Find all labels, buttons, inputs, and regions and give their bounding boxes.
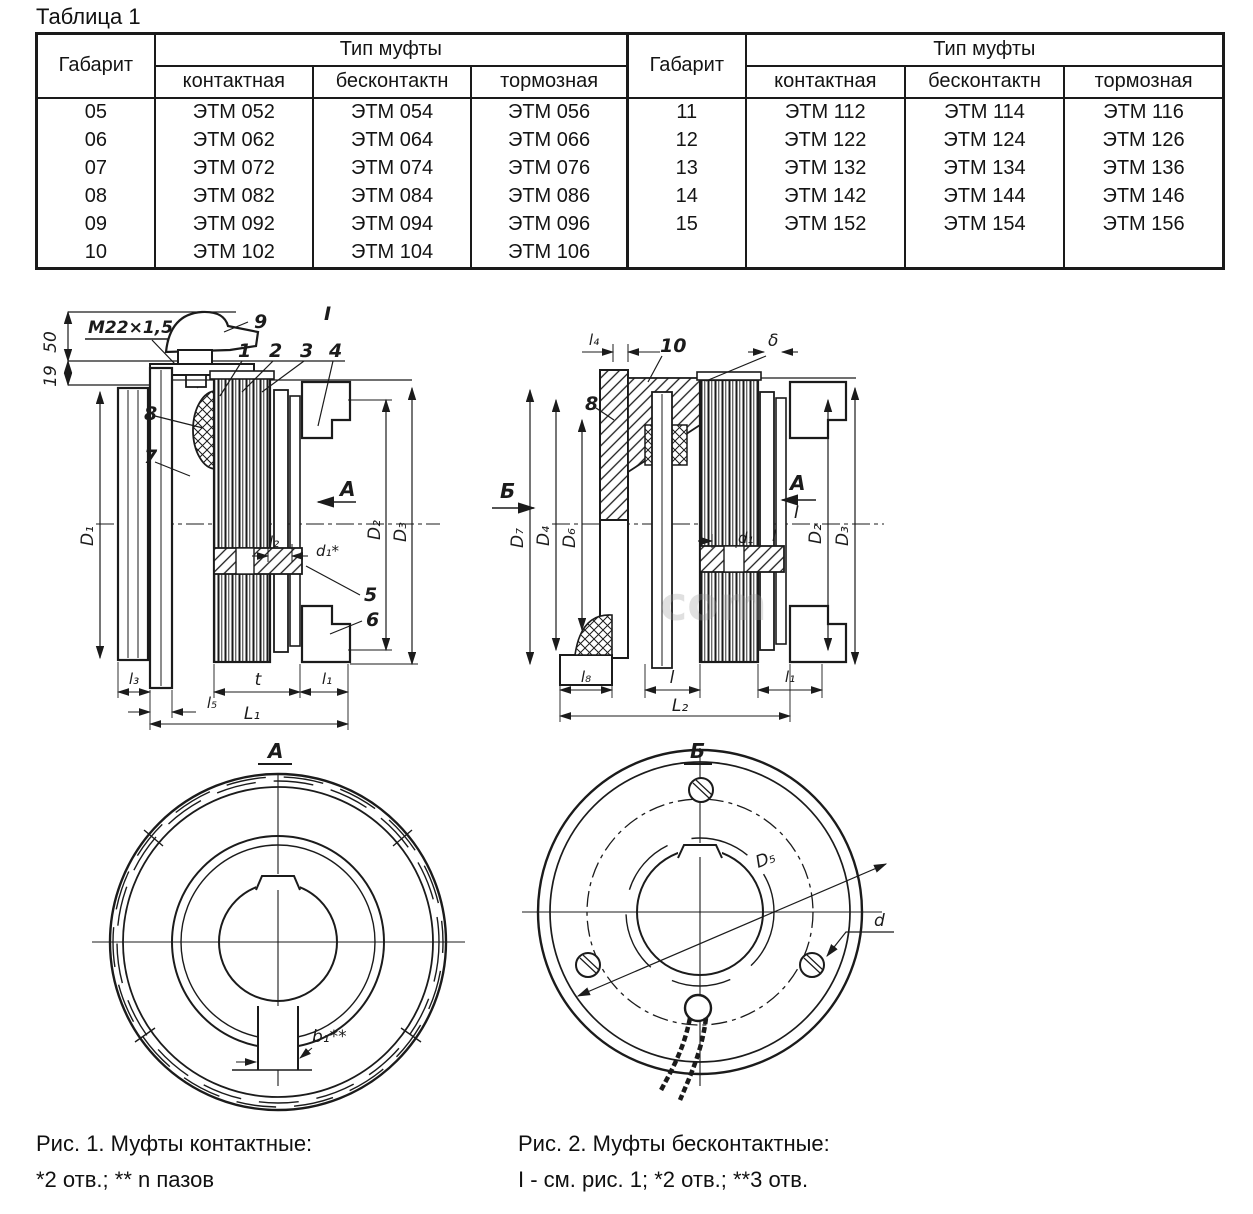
cell-model: ЭТМ 124 xyxy=(905,127,1064,155)
dim-D5: D₅ xyxy=(752,847,779,873)
cell-model: ЭТМ 144 xyxy=(905,183,1064,211)
cell-model: ЭТМ 074 xyxy=(313,155,471,183)
header-tormoznaya-left: тормозная xyxy=(471,66,627,98)
cell-model: ЭТМ 082 xyxy=(155,183,313,211)
dim-D6: D₆ xyxy=(560,528,580,548)
cell-model: ЭТМ 106 xyxy=(471,239,627,269)
dim-l1: l₁ xyxy=(321,670,333,688)
cell-model: ЭТМ 126 xyxy=(1064,127,1223,155)
view-B-title: Б xyxy=(690,739,706,763)
fig1-armature xyxy=(274,390,300,652)
cell-model: ЭТМ 096 xyxy=(471,211,627,239)
cell-model: ЭТМ 052 xyxy=(155,98,313,127)
dim-D2-fig2: D₂ xyxy=(806,524,826,544)
cell-model: ЭТМ 054 xyxy=(313,98,471,127)
fig1-cross-section xyxy=(41,303,440,730)
dim-l2: l₂ xyxy=(268,533,280,551)
dim-l1-fig2: l₁ xyxy=(784,668,796,686)
callout-6: 6 xyxy=(366,609,380,631)
dim-l-mid: l xyxy=(772,527,777,545)
dim-l3: l₃ xyxy=(128,670,140,688)
callout-3: 3 xyxy=(300,340,314,362)
cell-model: ЭТМ 134 xyxy=(905,155,1064,183)
cell-model: ЭТМ 076 xyxy=(471,155,627,183)
dim-l-bottom: l xyxy=(669,668,675,688)
header-beskontaktn-left: бесконтактн xyxy=(313,66,471,98)
section-view-A xyxy=(92,739,465,1110)
header-tormoznaya-right: тормозная xyxy=(1064,66,1223,98)
cell-gabarit: 12 xyxy=(627,127,745,155)
detail-I-fig2: I xyxy=(794,503,800,523)
cell-model: ЭТМ 156 xyxy=(1064,211,1223,239)
watermark: com xyxy=(660,577,767,631)
dim-t: t xyxy=(254,670,262,690)
detail-I-mark: I xyxy=(324,303,332,325)
header-kontaktnaya-right: контактная xyxy=(746,66,905,98)
cell-gabarit: 06 xyxy=(37,127,155,155)
dim-b1: b₁** xyxy=(312,1027,347,1047)
cell-model: ЭТМ 154 xyxy=(905,211,1064,239)
cell-gabarit: 11 xyxy=(627,98,745,127)
header-kontaktnaya-left: контактная xyxy=(155,66,313,98)
dim-D3-fig2: D₃ xyxy=(833,526,853,546)
caption-fig1-line2: *2 отв.; ** n пазов xyxy=(36,1167,215,1192)
cell-model: ЭТМ 104 xyxy=(313,239,471,269)
section-arrow-A: А xyxy=(340,477,356,501)
callout-9: 9 xyxy=(254,311,268,333)
cell-model: ЭТМ 112 xyxy=(746,98,905,127)
table-row xyxy=(37,239,1224,269)
cell-gabarit: 07 xyxy=(37,155,155,183)
callout-10: 10 xyxy=(660,335,687,357)
callout-1: 1 xyxy=(238,340,252,362)
fig2-cross-section xyxy=(492,331,884,722)
cell-model: ЭТМ 064 xyxy=(313,127,471,155)
cell-empty xyxy=(627,239,745,269)
thread-label-m22: М22×1,5 xyxy=(88,318,173,338)
callout-7: 7 xyxy=(144,446,158,468)
cell-model: ЭТМ 116 xyxy=(1064,98,1223,127)
cell-model: ЭТМ 056 xyxy=(471,98,627,127)
cell-model: ЭТМ 152 xyxy=(746,211,905,239)
dim-L2: L₂ xyxy=(671,696,689,716)
cell-model: ЭТМ 122 xyxy=(746,127,905,155)
dim-D4: D₄ xyxy=(534,526,554,546)
table-row xyxy=(37,155,1224,183)
dim-D2: D₂ xyxy=(365,520,385,540)
dim-l4: l₄ xyxy=(588,331,600,349)
callout-8-fig2: 8 xyxy=(585,393,599,415)
table-row xyxy=(37,98,1224,127)
caption-fig2-line1: Рис. 2. Муфты бесконтактные: xyxy=(518,1131,830,1156)
fig1-outer-sleeve xyxy=(302,382,350,662)
table-row xyxy=(37,211,1224,239)
caption-fig1 xyxy=(36,1126,312,1198)
table-caption: Таблица 1 xyxy=(36,4,141,29)
section-arrow-B-label: Б xyxy=(500,479,516,503)
cell-model: ЭТМ 094 xyxy=(313,211,471,239)
cell-model: ЭТМ 062 xyxy=(155,127,313,155)
callout-2: 2 xyxy=(269,340,283,362)
dim-d1-fig2: d₁ xyxy=(738,529,754,547)
cell-empty xyxy=(1064,239,1223,269)
cell-gabarit: 15 xyxy=(627,211,745,239)
dim-d: d xyxy=(874,911,885,931)
dim-delta: δ xyxy=(768,331,779,351)
caption-fig2 xyxy=(518,1126,830,1198)
dim-label-19: 19 xyxy=(41,365,61,387)
cell-model: ЭТМ 136 xyxy=(1064,155,1223,183)
cell-gabarit: 08 xyxy=(37,183,155,211)
table-row xyxy=(37,127,1224,155)
cell-empty xyxy=(905,239,1064,269)
table-row xyxy=(37,183,1224,211)
callout-8: 8 xyxy=(144,403,158,425)
dim-D3: D₃ xyxy=(391,522,411,542)
cell-model: ЭТМ 114 xyxy=(905,98,1064,127)
caption-fig2-line2: I - см. рис. 1; *2 отв.; **3 отв. xyxy=(518,1167,809,1192)
fig1-disc-pack xyxy=(214,378,270,662)
technical-drawings xyxy=(0,280,1253,1130)
dim-D1: D₁ xyxy=(78,526,98,546)
cell-gabarit: 05 xyxy=(37,98,155,127)
dim-l5: l₅ xyxy=(206,694,218,712)
callout-5: 5 xyxy=(364,584,378,606)
header-tip-mufty-left: Тип муфты xyxy=(155,34,628,66)
section-view-B xyxy=(522,739,894,1100)
header-beskontaktn-right: бесконтактн xyxy=(905,66,1064,98)
fig2-flange xyxy=(560,370,700,685)
cell-model: ЭТМ 146 xyxy=(1064,183,1223,211)
header-gabarit-right: Габарит xyxy=(627,34,745,98)
cell-empty xyxy=(746,239,905,269)
dim-l8: l₈ xyxy=(580,668,592,686)
header-tip-mufty-right: Тип муфты xyxy=(746,34,1224,66)
view-A-title: А xyxy=(268,739,284,763)
fig1-hub xyxy=(214,548,302,574)
cell-model: ЭТМ 102 xyxy=(155,239,313,269)
caption-fig1-line1: Рис. 1. Муфты контактные: xyxy=(36,1131,313,1156)
etm-couplings-table xyxy=(35,32,1225,270)
cell-model: ЭТМ 086 xyxy=(471,183,627,211)
cell-model: ЭТМ 092 xyxy=(155,211,313,239)
dim-D7: D₇ xyxy=(508,528,528,548)
dim-label-50: 50 xyxy=(41,331,61,353)
cell-gabarit: 13 xyxy=(627,155,745,183)
cell-model: ЭТМ 132 xyxy=(746,155,905,183)
section-arrow-A-fig2: А xyxy=(790,471,806,495)
cell-gabarit: 09 xyxy=(37,211,155,239)
dim-L1: L₁ xyxy=(243,704,261,724)
cell-gabarit: 10 xyxy=(37,239,155,269)
header-gabarit-left: Габарит xyxy=(37,34,155,98)
callout-4: 4 xyxy=(329,340,343,362)
cell-gabarit: 14 xyxy=(627,183,745,211)
cell-model: ЭТМ 084 xyxy=(313,183,471,211)
cell-model: ЭТМ 142 xyxy=(746,183,905,211)
cell-model: ЭТМ 066 xyxy=(471,127,627,155)
dim-d1-star: d₁* xyxy=(316,542,340,560)
cell-model: ЭТМ 072 xyxy=(155,155,313,183)
